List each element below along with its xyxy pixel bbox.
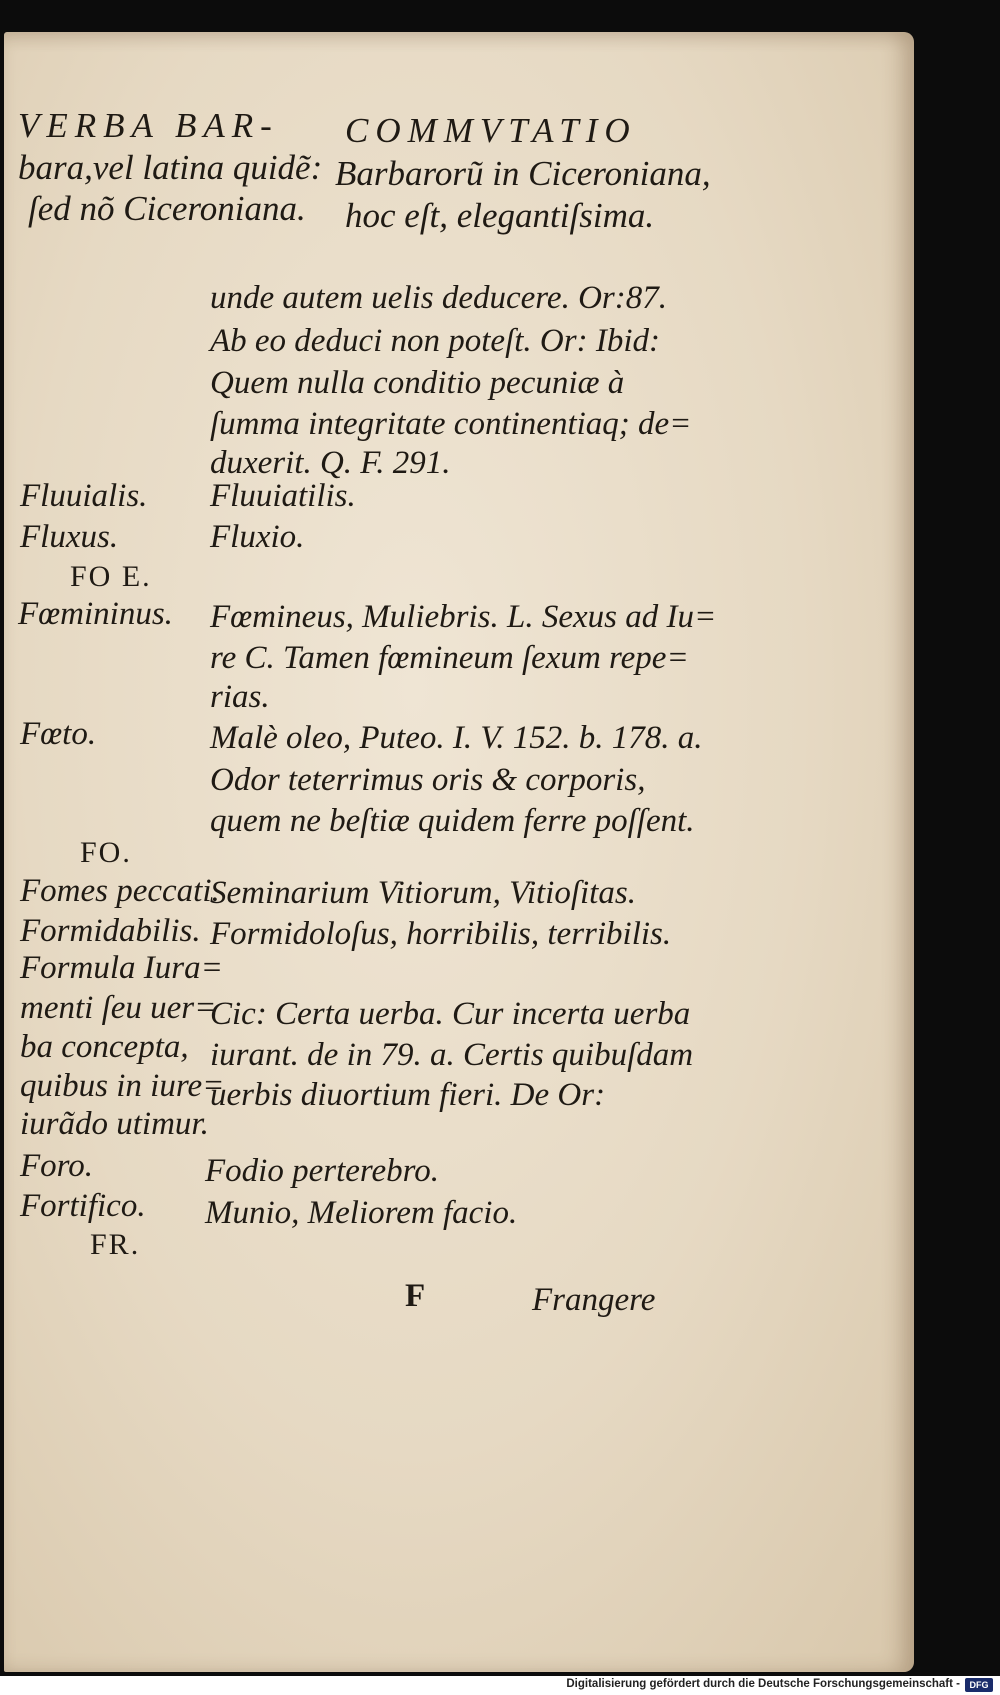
entry-gloss: Munio, Meliorem facio. xyxy=(205,1195,518,1231)
entry-term: Fluuialis. xyxy=(20,478,148,514)
entry-gloss: Seminarium Vitiorum, Vitioſitas. xyxy=(210,875,636,911)
digitization-footer xyxy=(0,1676,1000,1695)
entry-gloss: Fœmineus, Muliebris. L. Sexus ad Iu= xyxy=(210,599,717,635)
entry-term: Fœmininus. xyxy=(18,596,173,632)
section-heading: FO E. xyxy=(70,560,152,593)
entry-gloss: Fodio perterebro. xyxy=(205,1153,440,1189)
catchword: Frangere xyxy=(532,1282,656,1318)
entry-term: Foro. xyxy=(20,1148,94,1184)
entry-term: ba concepta, xyxy=(20,1029,189,1065)
entry-term: menti ſeu uer= xyxy=(20,990,217,1026)
entry-term: Fœto. xyxy=(20,716,97,752)
right-column-title: COMMVTATIO xyxy=(345,111,637,150)
entry-gloss: rias. xyxy=(210,679,270,715)
entry-gloss: Cic: Certa uerba. Cur incerta uerba xyxy=(210,996,691,1032)
continuation-line: ſumma integritate continentiaq; de= xyxy=(210,406,692,442)
entry-gloss: uerbis diuortium fieri. De Or: xyxy=(210,1077,606,1113)
entry-gloss: iurant. de in 79. a. Certis quibuſdam xyxy=(210,1037,694,1073)
dfg-logo-icon: DFG xyxy=(965,1678,993,1692)
left-column-title: VERBA BAR- xyxy=(18,106,279,145)
entry-term: Formula Iura= xyxy=(20,950,223,986)
section-heading: FR. xyxy=(90,1228,141,1261)
entry-gloss: re C. Tamen fœmineum ſexum repe= xyxy=(210,640,689,676)
entry-gloss: Fluuiatilis. xyxy=(210,478,356,514)
entry-term: Formidabilis. xyxy=(20,913,201,949)
entry-gloss: Odor teterrimus oris & corporis, xyxy=(210,762,646,798)
entry-term: iurãdo utimur. xyxy=(20,1106,209,1142)
continuation-line: duxerit. Q. F. 291. xyxy=(210,445,451,481)
entry-term: Fortifico. xyxy=(20,1188,146,1224)
continuation-line: Ab eo deduci non poteſt. Or: Ibid: xyxy=(210,323,660,359)
signature-mark: F xyxy=(405,1278,426,1314)
entry-term: Fluxus. xyxy=(20,519,119,555)
entry-gloss: Formidoloſus, horribilis, terribilis. xyxy=(210,916,672,952)
right-column-subtitle-2: hoc eſt, elegantiſsima. xyxy=(345,196,655,235)
entry-gloss: Fluxio. xyxy=(210,519,305,555)
entry-term: quibus in iure= xyxy=(20,1068,225,1104)
entry-gloss: Malè oleo, Puteo. I. V. 152. b. 178. a. xyxy=(210,720,703,756)
digitization-credit: Digitalisierung gefördert durch die Deutsche Forschungsgemeinschaft - xyxy=(566,1678,960,1690)
right-column-subtitle-1: Barbarorũ in Ciceroniana, xyxy=(335,154,711,193)
left-column-subtitle-2: ſed nõ Ciceroniana. xyxy=(28,189,306,228)
entry-gloss: quem ne beſtiæ quidem ferre poſſent. xyxy=(210,803,695,839)
continuation-line: unde autem uelis deducere. Or:87. xyxy=(210,280,667,316)
entry-term: Fomes peccati. xyxy=(20,873,220,909)
left-column-subtitle-1: bara,vel latina quidẽ: xyxy=(18,148,323,187)
section-heading: FO. xyxy=(80,836,132,869)
continuation-line: Quem nulla conditio pecuniæ à xyxy=(210,365,625,401)
book-page xyxy=(4,32,914,1672)
